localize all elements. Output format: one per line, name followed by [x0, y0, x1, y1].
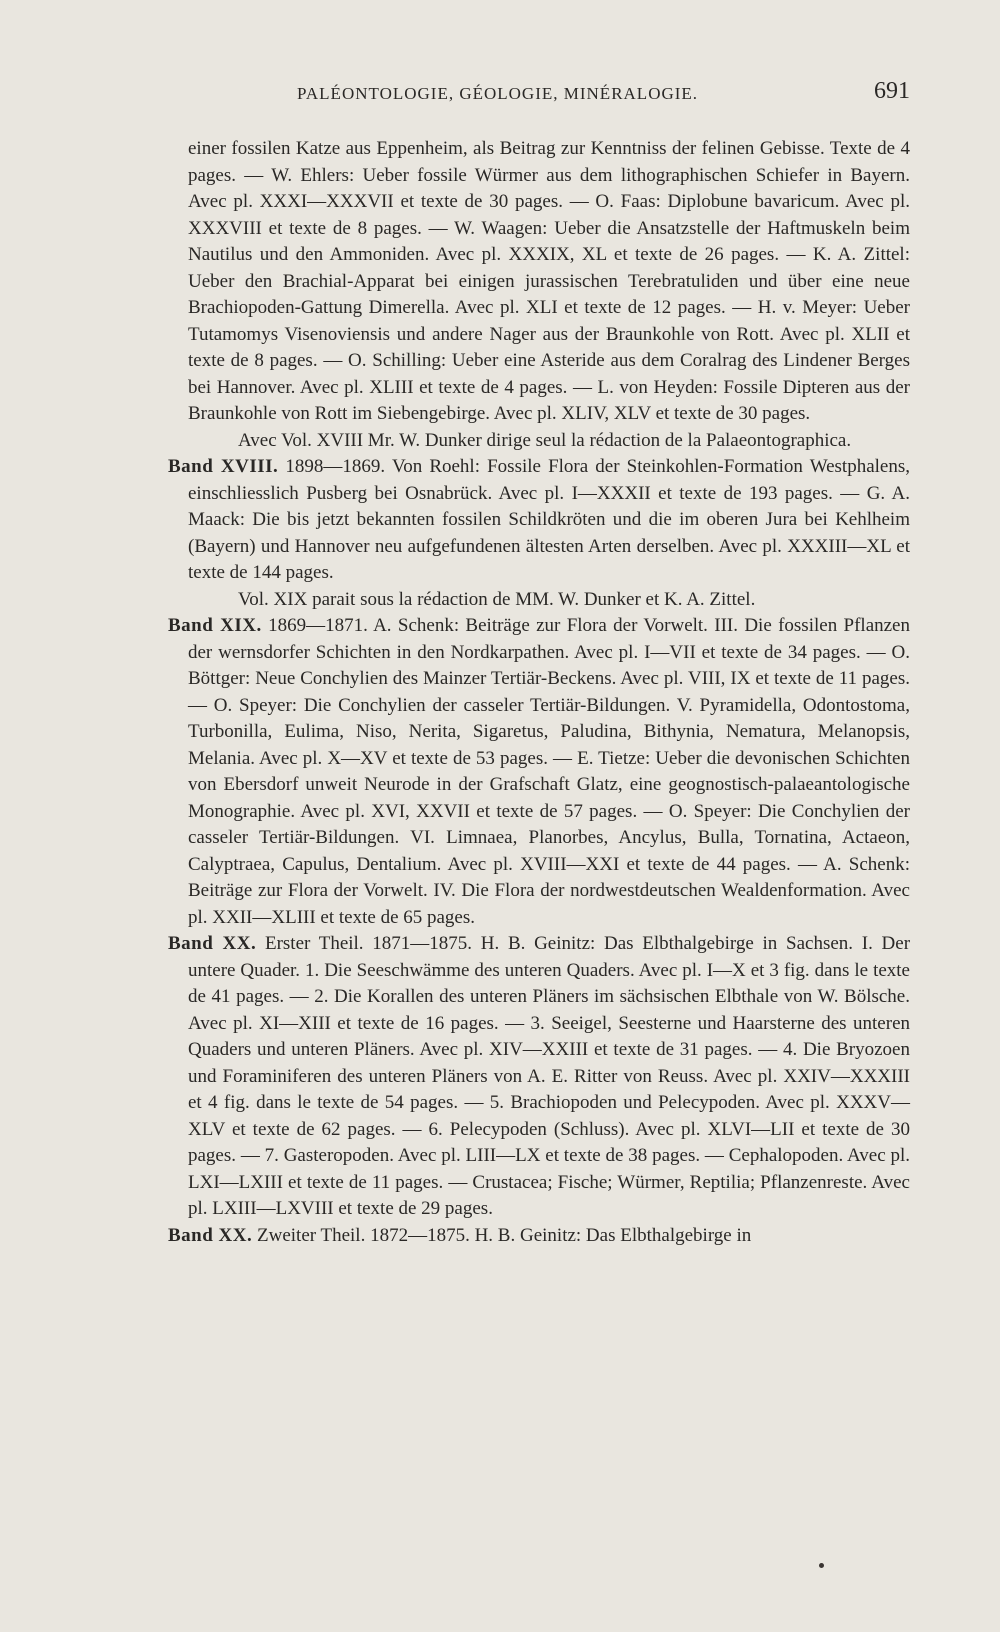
- ink-dot: [819, 1563, 824, 1568]
- band-entry: [168, 931, 910, 1223]
- body-text: [168, 136, 910, 1249]
- paragraph: Avec Vol. XVIII Mr. W. Dunker dirige seul la rédaction de la Palaeontographica.: [238, 429, 852, 451]
- band-entry: [168, 613, 910, 931]
- band-text: Erster Theil. 1871—1875. H. B. Geinitz: Das Elbthalgebirge in Sachsen. I. Der untere Quader. 1. Die Seeschwämme des unteren Quaders. Avec pl. I—X et 3 fig. dans le texte de 41 pages. — 2. Die Korallen des unteren Pläners im sächsischen Elbthale von W. Bölsche. Avec pl. XI—XIII et texte de 16 pages. — 3. Seeigel, Seesterne und Haarsterne des unteren Quaders und unteren Pläners. Avec pl. XIV—XXIII et texte de 31 pages. — 4. Die Bryozoen und Foraminiferen des unteren Pläners von A. E. Ritter von Reuss. Avec pl. XXIV—XXXIII et 4 fig. dans le texte de 54 pages. — 5. Brachiopoden und Pelecypoden. Avec pl. XXXV—XLV et texte de 62 pages. — 6. Pelecypoden (Schluss). Avec pl. XLVI—LII et texte de 30 pages. — 7. Gasteropoden. Avec pl. LIII—LX et texte de 38 pages. — Cephalopoden. Avec pl. LXI—LXIII et texte de 11 pages. — Crustacea; Fische; Würmer, Reptilia; Pflanzenreste. Avec pl. LXIII—LXVIII et texte de 29 pages.: [188, 933, 911, 1219]
- band-text: Zweiter Theil. 1872—1875. H. B. Geinitz: Das Elbthalgebirge in: [257, 1224, 752, 1246]
- band-entry: [168, 1223, 910, 1250]
- band-label: Band XVIII.: [168, 456, 279, 477]
- running-head: PALÉONTOLOGIE, GÉOLOGIE, MINÉRALOGIE.: [297, 84, 699, 103]
- band-label: Band XX.: [168, 1224, 253, 1246]
- band-entry: [168, 454, 910, 587]
- band-label: Band XIX.: [168, 615, 262, 636]
- band-text: 1869—1871. A. Schenk: Beiträge zur Flora der Vorwelt. III. Die fossilen Pflanzen der wernsdorfer Schichten in den Nordkarpathen. Avec pl. I—VII et texte de 34 pages. — O. Böttger: Neue Conchylien des Mainzer Tertiär-Beckens. Avec pl. VIII, IX et texte de 11 pages. — O. Speyer: Die Conchylien der casseler Tertiär-Bildungen. V. Pyramidella, Odontostoma, Turbonilla, Eulima, Niso, Nerita, Sigaretus, Paludina, Bithynia, Nematura, Melanopsis, Melania. Avec pl. X—XV et texte de 53 pages. — E. Tietze: Ueber die devonischen Schichten von Ebersdorf unweit Neurode in der Grafschaft Glatz, eine geognostisch-palaeantologische Monographie. Avec pl. XVI, XXVII et texte de 57 pages. — O. Speyer: Die Conchylien der casseler Tertiär-Bildungen. VI. Limnaea, Planorbes, Ancylus, Bulla, Tornatina, Actaeon, Calyptraea, Capulus, Dentalium. Avec pl. XVIII—XXI et texte de 44 pages. — A. Schenk: Beiträge zur Flora der Vorwelt. IV. Die Flora der nordwestdeutschen Wealdenformation. Avec pl. XXII—XLIII et texte de 65 pages.: [188, 615, 910, 928]
- band-text: 1898—1869. Von Roehl: Fossile Flora der Steinkohlen-Formation Westphalens, einschliesslich Pusberg bei Osnabrück. Avec pl. I—XXXII et texte de 193 pages. — G. A. Maack: Die bis jetzt bekannten fossilen Schildkröten und die im oberen Jura bei Kehlheim (Bayern) und Hannover neu aufgefundenen ältesten Arten derselben. Avec pl. XXXIII—XL et texte de 144 pages.: [188, 456, 911, 583]
- paragraph: Vol. XIX parait sous la rédaction de MM. W. Dunker et K. A. Zittel.: [238, 588, 756, 610]
- paragraph: einer fossilen Katze aus Eppenheim, als Beitrag zur Kenntniss der felinen Gebisse. Texte de 4 pages. — W. Ehlers: Ueber fossile Würmer aus dem lithographischen Schiefer in Bayern. Avec pl. XXXI—XXXVII et texte de 30 pages. — O. Faas: Diplobune bavaricum. Avec pl. XXXVIII et texte de 8 pages. — W. Waagen: Ueber die Ansatzstelle der Haftmuskeln beim Nautilus und den Ammoniden. Avec pl. XXXIX, XL et texte de 26 pages. — K. A. Zittel: Ueber den Brachial-Apparat bei einigen jurassischen Terebratuliden und über eine neue Brachiopoden-Gattung Dimerella. Avec pl. XLI et texte de 12 pages. — H. v. Meyer: Ueber Tutamomys Visenoviensis und andere Nager aus der Braunkohle von Rott. Avec pl. XLII et texte de 8 pages. — O. Schilling: Ueber eine Asteride aus dem Coralrag des Lindener Berges bei Hannover. Avec pl. XLIII et texte de 4 pages. — L. von Heyden: Fossile Dipteren aus der Braunkohle von Rott im Siebengebirge. Avec pl. XLIV, XLV et texte de 30 pages.: [188, 138, 910, 424]
- page-header: [0, 78, 1000, 108]
- band-label: Band XX.: [168, 933, 257, 954]
- page-number: 691: [874, 78, 910, 104]
